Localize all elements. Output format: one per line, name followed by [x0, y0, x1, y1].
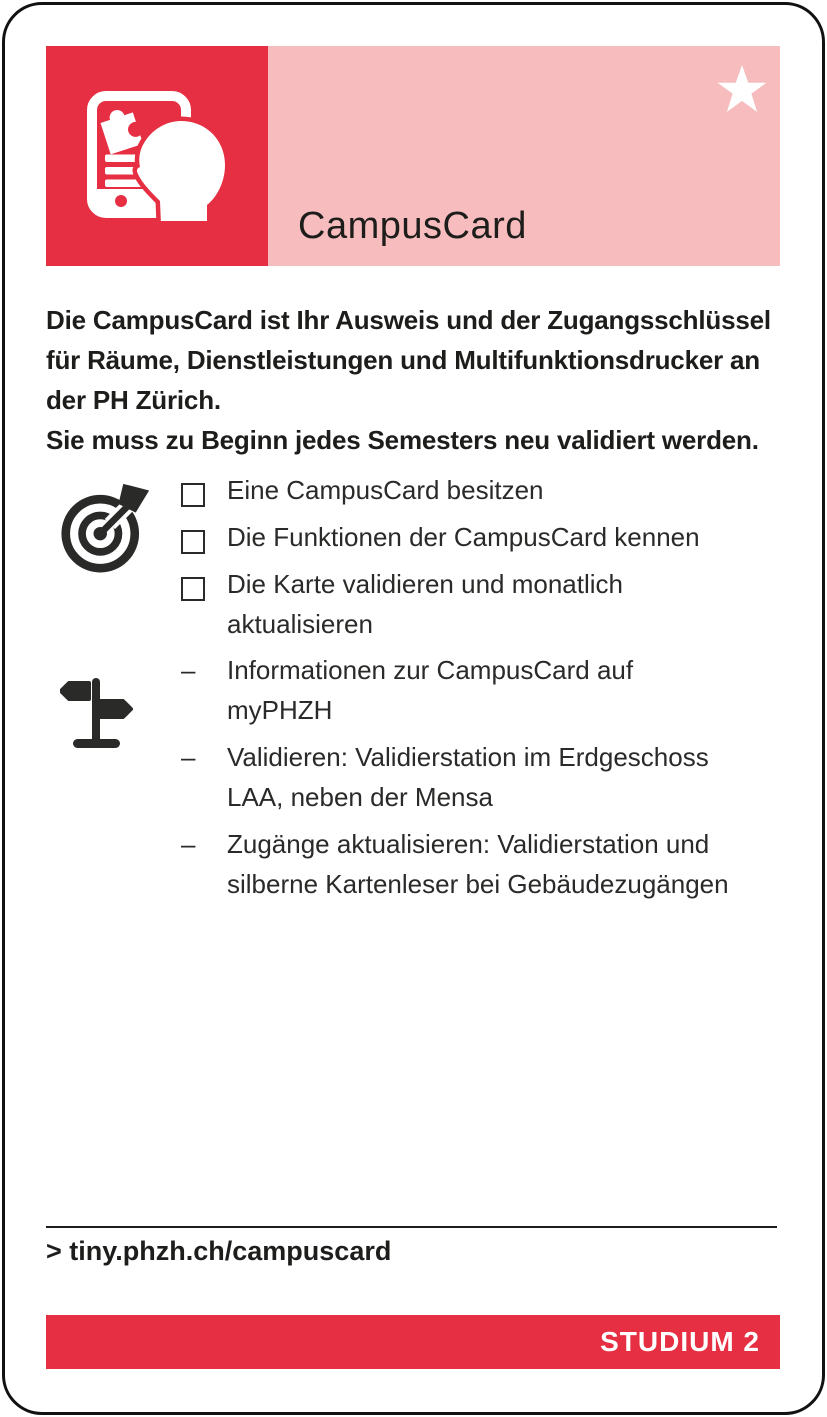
- goal-line: Die Karte validieren und monatlich: [227, 569, 623, 599]
- direction-label: [227, 824, 729, 904]
- directions-list: [181, 650, 780, 911]
- header-icon-box: [46, 46, 268, 266]
- signpost-icon: [60, 676, 136, 752]
- header: [46, 46, 780, 266]
- direction-label: [227, 737, 709, 817]
- goal-item: [181, 564, 780, 644]
- goal-label: [205, 564, 623, 644]
- footer-divider: [46, 1226, 777, 1228]
- goal-item: [181, 517, 780, 557]
- phone-head-icon: [87, 91, 227, 221]
- goals-icon-col: [46, 470, 181, 651]
- goal-line: aktualisieren: [227, 609, 373, 639]
- direction-line: LAA, neben der Mensa: [227, 782, 493, 812]
- category-bar: [46, 1315, 780, 1369]
- shortlink[interactable]: > tiny.phzh.ch/campuscard: [46, 1236, 392, 1266]
- goal-label: [205, 517, 700, 557]
- intro-line: Die CampusCard ist Ihr Ausweis und der Zugangsschlüssel: [46, 305, 771, 335]
- dash-bullet: –: [181, 655, 196, 685]
- intro-paragraph: [46, 300, 791, 460]
- category-label: STUDIUM 2: [600, 1326, 760, 1357]
- star-icon: [716, 64, 768, 116]
- checkbox[interactable]: [181, 483, 205, 507]
- direction-line: silberne Kartenleser bei Gebäudezugängen: [227, 869, 729, 899]
- card-title: CampusCard: [298, 205, 527, 247]
- direction-item: [181, 650, 780, 730]
- direction-item: [181, 737, 780, 817]
- direction-item: [181, 824, 780, 904]
- intro-line: für Räume, Dienstleistungen und Multifunktionsdrucker an: [46, 345, 760, 375]
- intro-line: Sie muss zu Beginn jedes Semesters neu validiert werden.: [46, 425, 759, 455]
- goal-label: [205, 470, 544, 510]
- direction-line: myPHZH: [227, 695, 333, 725]
- checkbox[interactable]: [181, 577, 205, 601]
- checkbox[interactable]: [181, 530, 205, 554]
- direction-line: Validieren: Validierstation im Erdgeschoss: [227, 742, 709, 772]
- goal-item: [181, 470, 780, 510]
- direction-line: Zugänge aktualisieren: Validierstation und: [227, 829, 710, 859]
- direction-label: [227, 650, 633, 730]
- directions-section: [46, 650, 780, 911]
- goals-list: [181, 470, 780, 651]
- goal-line: Eine CampusCard besitzen: [227, 475, 544, 505]
- directions-icon-col: [46, 650, 181, 911]
- header-banner: [268, 46, 780, 266]
- dash-bullet: –: [181, 829, 196, 859]
- dash-bullet: –: [181, 742, 196, 772]
- goals-section: [46, 470, 780, 651]
- direction-line: Informationen zur CampusCard auf: [227, 655, 634, 685]
- target-icon: [60, 478, 152, 574]
- intro-line: der PH Zürich.: [46, 385, 221, 415]
- goal-line: Die Funktionen der CampusCard kennen: [227, 522, 700, 552]
